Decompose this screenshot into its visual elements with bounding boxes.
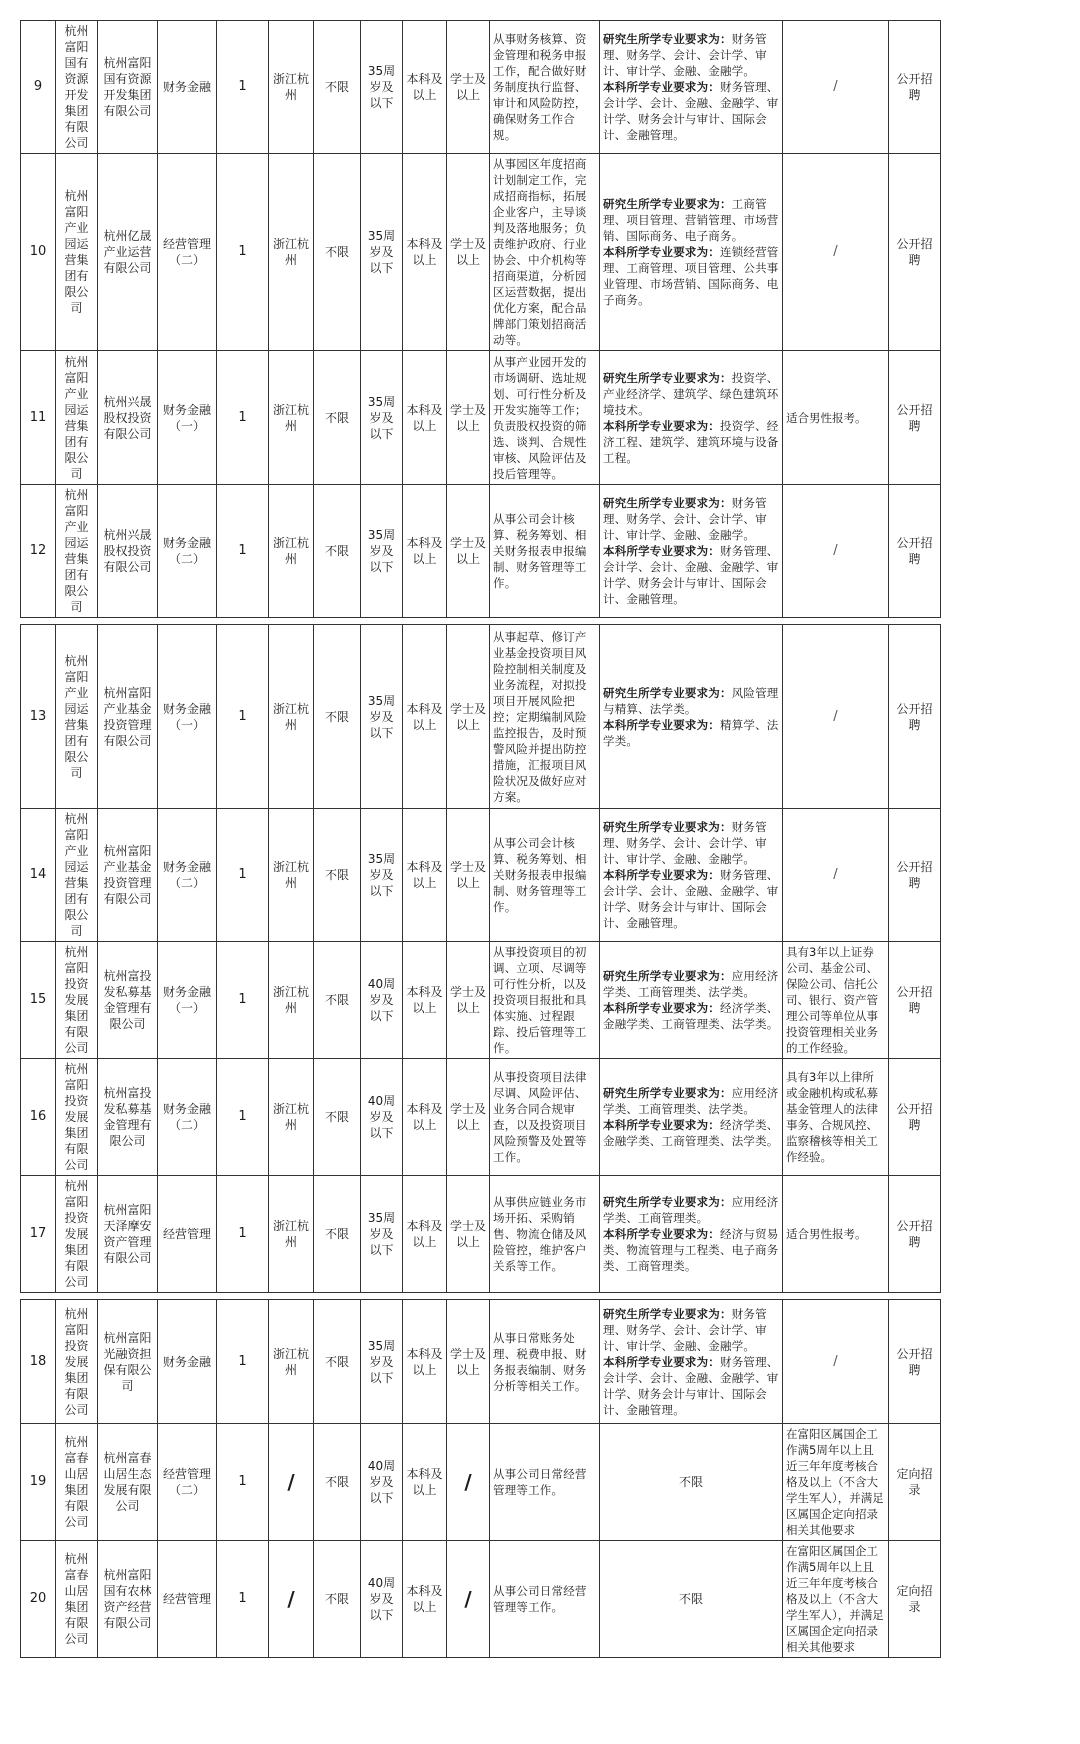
graduate-major-requirement bbox=[603, 685, 779, 717]
gender-requirement: 不限 bbox=[314, 1059, 361, 1176]
work-location: 浙江杭州 bbox=[269, 809, 314, 942]
group-name: 杭州富阳国有资源开发集团有限公司 bbox=[56, 21, 98, 154]
recruitment-method: 定向招录 bbox=[889, 1424, 941, 1541]
headcount: 1 bbox=[217, 1176, 269, 1293]
row-number: 18 bbox=[21, 1300, 56, 1424]
gender-requirement: 不限 bbox=[314, 154, 361, 351]
undergraduate-label: 本科所学专业要求为： bbox=[603, 1227, 720, 1241]
degree-requirement: 学士及以上 bbox=[447, 625, 490, 809]
undergraduate-major-requirement bbox=[603, 244, 779, 308]
row-number: 13 bbox=[21, 625, 56, 809]
table-row bbox=[21, 1541, 941, 1658]
major-requirement: 不限 bbox=[600, 1541, 783, 1658]
table-body bbox=[21, 21, 941, 1658]
recruitment-method: 公开招聘 bbox=[889, 942, 941, 1059]
degree-requirement: 学士及以上 bbox=[447, 21, 490, 154]
headcount: 1 bbox=[217, 1541, 269, 1658]
table-row bbox=[21, 1176, 941, 1293]
gap-cell bbox=[21, 618, 941, 625]
major-requirement bbox=[600, 1059, 783, 1176]
table-row bbox=[21, 1300, 941, 1424]
table-row bbox=[21, 351, 941, 485]
company-name: 杭州富阳天泽摩安资产管理有限公司 bbox=[98, 1176, 158, 1293]
degree-requirement: 学士及以上 bbox=[447, 809, 490, 942]
undergraduate-label: 本科所学专业要求为： bbox=[603, 1118, 720, 1132]
group-name: 杭州富阳投资发展集团有限公司 bbox=[56, 1300, 98, 1424]
degree-requirement: / bbox=[447, 1541, 490, 1658]
other-requirements: / bbox=[783, 21, 889, 154]
position-name: 经营管理（二） bbox=[158, 154, 217, 351]
group-name: 杭州富阳产业园运营集团有限公司 bbox=[56, 485, 98, 618]
graduate-label: 研究生所学专业要求为： bbox=[603, 370, 732, 385]
position-name: 财务金融（一） bbox=[158, 625, 217, 809]
education-requirement: 本科及以上 bbox=[403, 351, 447, 485]
graduate-majors: 财务管理、财务学、会计、会计学、审计、审计学、金融、金融学。 bbox=[603, 1306, 767, 1353]
undergraduate-majors: 财务管理、会计学、会计、金融、金融学、审计学、财务会计与审计、国际会计、金融管理。 bbox=[603, 1354, 779, 1417]
headcount: 1 bbox=[217, 1059, 269, 1176]
education-requirement: 本科及以上 bbox=[403, 1176, 447, 1293]
work-location: 浙江杭州 bbox=[269, 485, 314, 618]
job-duties: 从事园区年度招商计划制定工作，完成招商指标，拓展企业客户，主导谈判及落地服务；负责维护政府、行业协会、中介机构等招商渠道，分析园区运营数据，提出优化方案，配合品牌部门策划招商活动等。 bbox=[490, 154, 600, 351]
row-number: 15 bbox=[21, 942, 56, 1059]
job-duties: 从事投资项目法律尽调、风险评估、业务合同合规审查，以及投资项目风险预警及处置等工作。 bbox=[490, 1059, 600, 1176]
headcount: 1 bbox=[217, 809, 269, 942]
graduate-major-requirement bbox=[603, 968, 779, 1000]
undergraduate-label: 本科所学专业要求为： bbox=[603, 1001, 720, 1015]
education-requirement: 本科及以上 bbox=[403, 1059, 447, 1176]
job-duties: 从事起草、修订产业基金投资项目风险控制相关制度及业务流程，对拟投项目开展风险把控；定期编制风险监控报告，及时预警风险并提出防控措施，汇报项目风险状况及做好应对方案。 bbox=[490, 625, 600, 809]
position-name: 财务金融（一） bbox=[158, 351, 217, 485]
graduate-major-requirement bbox=[603, 196, 779, 244]
education-requirement: 本科及以上 bbox=[403, 1300, 447, 1424]
position-name: 经营管理 bbox=[158, 1176, 217, 1293]
job-duties: 从事公司会计核算、税务筹划、相关财务报表申报编制、财务管理等工作。 bbox=[490, 809, 600, 942]
age-requirement: 40周岁及以下 bbox=[361, 1424, 403, 1541]
graduate-majors: 应用经济学类、工商管理类。 bbox=[603, 1195, 779, 1225]
recruitment-method: 公开招聘 bbox=[889, 625, 941, 809]
job-duties: 从事日常账务处理、税费申报、财务报表编制、财务分析等相关工作。 bbox=[490, 1300, 600, 1424]
job-duties: 从事公司日常经营管理等工作。 bbox=[490, 1424, 600, 1541]
undergraduate-majors: 经济学类、金融学类、工商管理类、法学类。 bbox=[603, 1001, 779, 1031]
undergraduate-label: 本科所学专业要求为： bbox=[603, 418, 720, 433]
work-location: 浙江杭州 bbox=[269, 351, 314, 485]
graduate-majors: 财务管理、财务学、会计、会计学、审计、审计学、金融、金融学。 bbox=[603, 820, 767, 866]
undergraduate-majors: 财务管理、会计学、会计、金融、金融学、审计学、财务会计与审计、国际会计、金融管理。 bbox=[603, 80, 779, 142]
page-break-gap bbox=[21, 1293, 941, 1300]
other-requirements: / bbox=[783, 154, 889, 351]
company-name: 杭州兴晟股权投资有限公司 bbox=[98, 485, 158, 618]
undergraduate-major-requirement bbox=[603, 543, 779, 607]
education-requirement: 本科及以上 bbox=[403, 942, 447, 1059]
row-number: 20 bbox=[21, 1541, 56, 1658]
job-duties: 从事公司会计核算、税务筹划、相关财务报表申报编制、财务管理等工作。 bbox=[490, 485, 600, 618]
position-name: 财务金融（二） bbox=[158, 485, 217, 618]
headcount: 1 bbox=[217, 1424, 269, 1541]
recruitment-table bbox=[20, 20, 941, 1658]
graduate-label: 研究生所学专业要求为： bbox=[603, 969, 732, 983]
graduate-majors: 财务管理、财务学、会计、会计学、审计、审计学、金融、金融学。 bbox=[603, 32, 767, 78]
headcount: 1 bbox=[217, 351, 269, 485]
recruitment-method: 公开招聘 bbox=[889, 809, 941, 942]
major-requirement bbox=[600, 942, 783, 1059]
headcount: 1 bbox=[217, 942, 269, 1059]
other-requirements: / bbox=[783, 1300, 889, 1424]
work-location: 浙江杭州 bbox=[269, 625, 314, 809]
page-break-gap bbox=[21, 618, 941, 625]
company-name: 杭州兴晟股权投资有限公司 bbox=[98, 351, 158, 485]
education-requirement: 本科及以上 bbox=[403, 1424, 447, 1541]
company-name: 杭州富投发私募基金管理有限公司 bbox=[98, 942, 158, 1059]
job-duties: 从事公司日常经营管理等工作。 bbox=[490, 1541, 600, 1658]
gender-requirement: 不限 bbox=[314, 1541, 361, 1658]
group-name: 杭州富阳产业园运营集团有限公司 bbox=[56, 809, 98, 942]
table-row bbox=[21, 1424, 941, 1541]
graduate-major-requirement bbox=[603, 1194, 779, 1226]
graduate-major-requirement bbox=[603, 819, 779, 867]
table-row bbox=[21, 485, 941, 618]
major-requirement bbox=[600, 809, 783, 942]
company-name: 杭州富阳产业基金投资管理有限公司 bbox=[98, 809, 158, 942]
company-name: 杭州富阳国有农林资产经营有限公司 bbox=[98, 1541, 158, 1658]
graduate-major-requirement bbox=[603, 370, 779, 418]
graduate-majors: 工商管理、项目管理、营销管理、市场营销、国际商务、电子商务。 bbox=[603, 197, 779, 243]
recruitment-method: 公开招聘 bbox=[889, 154, 941, 351]
graduate-label: 研究生所学专业要求为： bbox=[603, 1195, 732, 1209]
work-location: 浙江杭州 bbox=[269, 942, 314, 1059]
group-name: 杭州富春山居集团有限公司 bbox=[56, 1424, 98, 1541]
other-requirements: 具有3年以上律所或金融机构或私募基金管理人的法律事务、合规风控、监察稽核等相关工作经验。 bbox=[783, 1059, 889, 1176]
position-name: 财务金融（二） bbox=[158, 1059, 217, 1176]
gender-requirement: 不限 bbox=[314, 1176, 361, 1293]
major-requirement bbox=[600, 1300, 783, 1424]
age-requirement: 35周岁及以下 bbox=[361, 1176, 403, 1293]
group-name: 杭州富阳产业园运营集团有限公司 bbox=[56, 625, 98, 809]
undergraduate-majors: 精算学、法学类。 bbox=[603, 717, 779, 748]
job-duties: 从事投资项目的初调、立项、尽调等可行性分析，以及投资项目报批和具体实施、过程跟踪、投后管理等工作。 bbox=[490, 942, 600, 1059]
undergraduate-major-requirement bbox=[603, 1117, 779, 1149]
undergraduate-label: 本科所学专业要求为： bbox=[603, 245, 720, 259]
undergraduate-majors: 财务管理、会计学、会计、金融、金融学、审计学、财务会计与审计、国际会计、金融管理。 bbox=[603, 544, 779, 606]
undergraduate-label: 本科所学专业要求为： bbox=[603, 544, 720, 558]
graduate-majors: 财务管理、财务学、会计、会计学、审计、审计学、金融、金融学。 bbox=[603, 496, 767, 542]
graduate-major-requirement bbox=[603, 1306, 779, 1354]
group-name: 杭州富阳产业园运营集团有限公司 bbox=[56, 351, 98, 485]
major-requirement: 不限 bbox=[600, 1424, 783, 1541]
row-number: 11 bbox=[21, 351, 56, 485]
major-requirement bbox=[600, 625, 783, 809]
row-number: 16 bbox=[21, 1059, 56, 1176]
row-number: 12 bbox=[21, 485, 56, 618]
degree-requirement: 学士及以上 bbox=[447, 485, 490, 618]
undergraduate-majors: 投资学、经济工程、建筑学、建筑环境与设备工程。 bbox=[603, 418, 779, 465]
education-requirement: 本科及以上 bbox=[403, 625, 447, 809]
undergraduate-major-requirement bbox=[603, 79, 779, 143]
recruitment-method: 公开招聘 bbox=[889, 485, 941, 618]
gender-requirement: 不限 bbox=[314, 485, 361, 618]
row-number: 19 bbox=[21, 1424, 56, 1541]
education-requirement: 本科及以上 bbox=[403, 1541, 447, 1658]
group-name: 杭州富阳投资发展集团有限公司 bbox=[56, 1176, 98, 1293]
other-requirements: 适合男性报考。 bbox=[783, 1176, 889, 1293]
graduate-majors: 投资学、产业经济学、建筑学、绿色建筑环境技术。 bbox=[603, 370, 779, 417]
work-location: / bbox=[269, 1541, 314, 1658]
recruitment-method: 公开招聘 bbox=[889, 1300, 941, 1424]
undergraduate-label: 本科所学专业要求为： bbox=[603, 1354, 720, 1369]
graduate-majors: 应用经济学类、工商管理类、法学类。 bbox=[603, 969, 779, 999]
undergraduate-majors: 经济与贸易类、物流管理与工程类、电子商务类、工商管理类。 bbox=[603, 1227, 779, 1273]
major-requirement bbox=[600, 1176, 783, 1293]
group-name: 杭州富阳投资发展集团有限公司 bbox=[56, 1059, 98, 1176]
undergraduate-major-requirement bbox=[603, 1354, 779, 1418]
group-name: 杭州富阳产业园运营集团有限公司 bbox=[56, 154, 98, 351]
degree-requirement: 学士及以上 bbox=[447, 154, 490, 351]
graduate-majors: 风险管理与精算、法学类。 bbox=[603, 685, 779, 716]
major-requirement bbox=[600, 351, 783, 485]
recruitment-table-sheet bbox=[20, 20, 941, 1658]
undergraduate-major-requirement bbox=[603, 1226, 779, 1274]
undergraduate-major-requirement bbox=[603, 867, 779, 931]
position-name: 财务金融 bbox=[158, 1300, 217, 1424]
other-requirements: / bbox=[783, 485, 889, 618]
company-name: 杭州富投发私募基金管理有限公司 bbox=[98, 1059, 158, 1176]
recruitment-method: 公开招聘 bbox=[889, 351, 941, 485]
age-requirement: 40周岁及以下 bbox=[361, 942, 403, 1059]
headcount: 1 bbox=[217, 625, 269, 809]
table-row bbox=[21, 942, 941, 1059]
job-duties: 从事产业园开发的市场调研、选址规划、可行性分析及开发实施等工作；负责股权投资的筛选、谈判、合规性审核、风险评估及投后管理等。 bbox=[490, 351, 600, 485]
education-requirement: 本科及以上 bbox=[403, 154, 447, 351]
undergraduate-label: 本科所学专业要求为： bbox=[603, 868, 720, 882]
major-requirement bbox=[600, 154, 783, 351]
work-location: 浙江杭州 bbox=[269, 1176, 314, 1293]
row-number: 9 bbox=[21, 21, 56, 154]
work-location: / bbox=[269, 1424, 314, 1541]
job-duties: 从事财务核算、资金管理和税务申报工作，配合做好财务制度执行监督、审计和风险防控，确保财务工作合规。 bbox=[490, 21, 600, 154]
undergraduate-major-requirement bbox=[603, 1000, 779, 1032]
other-requirements: 在富阳区属国企工作满5周年以上且近三年年度考核合格及以上（不含大学生军人），并满足区属国企定向招录相关其他要求 bbox=[783, 1541, 889, 1658]
degree-requirement: 学士及以上 bbox=[447, 1176, 490, 1293]
company-name: 杭州富阳产业基金投资管理有限公司 bbox=[98, 625, 158, 809]
work-location: 浙江杭州 bbox=[269, 154, 314, 351]
gap-cell bbox=[21, 1293, 941, 1300]
age-requirement: 35周岁及以下 bbox=[361, 625, 403, 809]
graduate-label: 研究生所学专业要求为： bbox=[603, 820, 732, 834]
gender-requirement: 不限 bbox=[314, 21, 361, 154]
position-name: 财务金融（二） bbox=[158, 809, 217, 942]
recruitment-method: 定向招录 bbox=[889, 1541, 941, 1658]
group-name: 杭州富阳投资发展集团有限公司 bbox=[56, 942, 98, 1059]
gender-requirement: 不限 bbox=[314, 942, 361, 1059]
table-row bbox=[21, 154, 941, 351]
company-name: 杭州富春山居生态发展有限公司 bbox=[98, 1424, 158, 1541]
other-requirements: 适合男性报考。 bbox=[783, 351, 889, 485]
graduate-label: 研究生所学专业要求为： bbox=[603, 1086, 732, 1100]
degree-requirement: 学士及以上 bbox=[447, 942, 490, 1059]
headcount: 1 bbox=[217, 21, 269, 154]
company-name: 杭州富阳光融资担保有限公司 bbox=[98, 1300, 158, 1424]
job-duties: 从事供应链业务市场开拓、采购销售、物流仓储及风险管控，维护客户关系等工作。 bbox=[490, 1176, 600, 1293]
company-name: 杭州富阳国有资源开发集团有限公司 bbox=[98, 21, 158, 154]
other-requirements: 具有3年以上证券公司、基金公司、保险公司、信托公司、银行、资产管理公司等单位从事投资管理相关业务的工作经验。 bbox=[783, 942, 889, 1059]
degree-requirement: / bbox=[447, 1424, 490, 1541]
table-row bbox=[21, 625, 941, 809]
undergraduate-majors: 财务管理、会计学、会计、金融、金融学、审计学、财务会计与审计、国际会计、金融管理。 bbox=[603, 868, 779, 930]
age-requirement: 40周岁及以下 bbox=[361, 1541, 403, 1658]
position-name: 经营管理（二） bbox=[158, 1424, 217, 1541]
gender-requirement: 不限 bbox=[314, 351, 361, 485]
gender-requirement: 不限 bbox=[314, 625, 361, 809]
work-location: 浙江杭州 bbox=[269, 21, 314, 154]
age-requirement: 35周岁及以下 bbox=[361, 1300, 403, 1424]
undergraduate-majors: 连锁经营管理、工商管理、项目管理、公共事业管理、市场营销、国际商务、电子商务。 bbox=[603, 245, 779, 307]
position-name: 财务金融 bbox=[158, 21, 217, 154]
table-row bbox=[21, 809, 941, 942]
other-requirements: 在富阳区属国企工作满5周年以上且近三年年度考核合格及以上（不含大学生军人），并满足区属国企定向招录相关其他要求 bbox=[783, 1424, 889, 1541]
undergraduate-majors: 经济学类、金融学类、工商管理类、法学类。 bbox=[603, 1118, 779, 1148]
group-name: 杭州富春山居集团有限公司 bbox=[56, 1541, 98, 1658]
age-requirement: 35周岁及以下 bbox=[361, 485, 403, 618]
undergraduate-label: 本科所学专业要求为： bbox=[603, 717, 720, 732]
row-number: 14 bbox=[21, 809, 56, 942]
education-requirement: 本科及以上 bbox=[403, 485, 447, 618]
graduate-label: 研究生所学专业要求为： bbox=[603, 197, 732, 211]
headcount: 1 bbox=[217, 1300, 269, 1424]
recruitment-method: 公开招聘 bbox=[889, 21, 941, 154]
age-requirement: 35周岁及以下 bbox=[361, 154, 403, 351]
major-requirement bbox=[600, 21, 783, 154]
degree-requirement: 学士及以上 bbox=[447, 1059, 490, 1176]
work-location: 浙江杭州 bbox=[269, 1059, 314, 1176]
other-requirements: / bbox=[783, 809, 889, 942]
degree-requirement: 学士及以上 bbox=[447, 1300, 490, 1424]
graduate-label: 研究生所学专业要求为： bbox=[603, 1306, 732, 1321]
company-name: 杭州亿晟产业运营有限公司 bbox=[98, 154, 158, 351]
graduate-majors: 应用经济学类、工商管理类、法学类。 bbox=[603, 1086, 779, 1116]
age-requirement: 40周岁及以下 bbox=[361, 1059, 403, 1176]
gender-requirement: 不限 bbox=[314, 809, 361, 942]
headcount: 1 bbox=[217, 154, 269, 351]
education-requirement: 本科及以上 bbox=[403, 21, 447, 154]
recruitment-method: 公开招聘 bbox=[889, 1176, 941, 1293]
gender-requirement: 不限 bbox=[314, 1300, 361, 1424]
graduate-label: 研究生所学专业要求为： bbox=[603, 685, 732, 700]
undergraduate-major-requirement bbox=[603, 418, 779, 466]
position-name: 财务金融（一） bbox=[158, 942, 217, 1059]
degree-requirement: 学士及以上 bbox=[447, 351, 490, 485]
undergraduate-label: 本科所学专业要求为： bbox=[603, 80, 720, 94]
headcount: 1 bbox=[217, 485, 269, 618]
age-requirement: 35周岁及以下 bbox=[361, 809, 403, 942]
table-row bbox=[21, 21, 941, 154]
gender-requirement: 不限 bbox=[314, 1424, 361, 1541]
other-requirements: / bbox=[783, 625, 889, 809]
work-location: 浙江杭州 bbox=[269, 1300, 314, 1424]
row-number: 10 bbox=[21, 154, 56, 351]
education-requirement: 本科及以上 bbox=[403, 809, 447, 942]
position-name: 经营管理 bbox=[158, 1541, 217, 1658]
graduate-major-requirement bbox=[603, 495, 779, 543]
recruitment-method: 公开招聘 bbox=[889, 1059, 941, 1176]
graduate-major-requirement bbox=[603, 31, 779, 79]
age-requirement: 35周岁及以下 bbox=[361, 21, 403, 154]
graduate-label: 研究生所学专业要求为： bbox=[603, 32, 732, 46]
graduate-label: 研究生所学专业要求为： bbox=[603, 496, 732, 510]
graduate-major-requirement bbox=[603, 1085, 779, 1117]
table-row bbox=[21, 1059, 941, 1176]
row-number: 17 bbox=[21, 1176, 56, 1293]
undergraduate-major-requirement bbox=[603, 717, 779, 749]
major-requirement bbox=[600, 485, 783, 618]
age-requirement: 35周岁及以下 bbox=[361, 351, 403, 485]
